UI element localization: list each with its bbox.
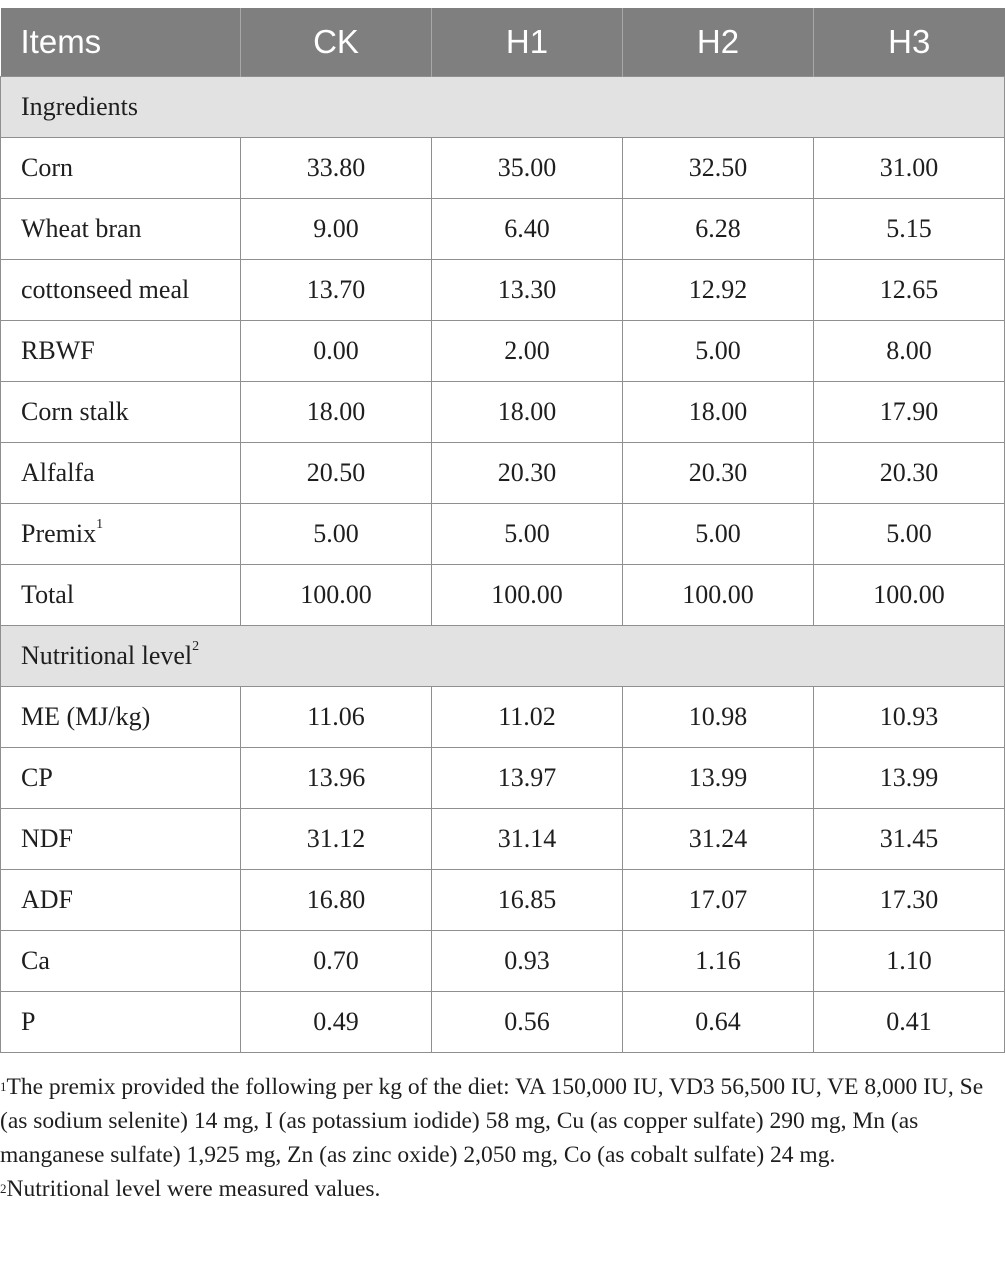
cell-ck: 18.00 [241, 382, 432, 443]
cell-h3: 8.00 [814, 321, 1005, 382]
row-label-cell [1, 443, 241, 504]
row-label: Premix [21, 519, 97, 548]
cell-h2: 32.50 [623, 138, 814, 199]
cell-h3: 20.30 [814, 443, 1005, 504]
table-footnotes [0, 1070, 990, 1206]
section-row-ingredients [1, 77, 1005, 138]
row-label-cell [1, 809, 241, 870]
cell-h3: 100.00 [814, 565, 1005, 626]
row-label-cell [1, 321, 241, 382]
cell-h1: 20.30 [432, 443, 623, 504]
cell-h3: 10.93 [814, 687, 1005, 748]
footnote-ref-2: 2 [192, 639, 200, 654]
header-row [1, 8, 1005, 77]
cell-ck: 13.96 [241, 748, 432, 809]
cell-h3: 31.00 [814, 138, 1005, 199]
cell-h2: 100.00 [623, 565, 814, 626]
table-row [1, 565, 1005, 626]
cell-h2: 0.64 [623, 992, 814, 1053]
cell-h3: 31.45 [814, 809, 1005, 870]
cell-h2: 10.98 [623, 687, 814, 748]
cell-h2: 6.28 [623, 199, 814, 260]
cell-ck: 16.80 [241, 870, 432, 931]
table-row [1, 748, 1005, 809]
row-label-cell [1, 870, 241, 931]
cell-h1: 11.02 [432, 687, 623, 748]
cell-ck: 13.70 [241, 260, 432, 321]
cell-ck: 0.00 [241, 321, 432, 382]
row-label-cell [1, 992, 241, 1053]
row-label: Ca [21, 946, 50, 975]
row-label: Alfalfa [21, 458, 95, 487]
table-row [1, 809, 1005, 870]
row-label: CP [21, 763, 53, 792]
table-row [1, 382, 1005, 443]
row-label: Corn [21, 153, 73, 182]
cell-ck: 20.50 [241, 443, 432, 504]
cell-h1: 0.93 [432, 931, 623, 992]
row-label: Total [21, 580, 75, 609]
cell-h1: 16.85 [432, 870, 623, 931]
row-label: P [21, 1007, 36, 1036]
cell-ck: 100.00 [241, 565, 432, 626]
table-row [1, 504, 1005, 565]
cell-h1: 0.56 [432, 992, 623, 1053]
header-h3: H3 [814, 8, 1005, 77]
header-h2: H2 [623, 8, 814, 77]
cell-h2: 13.99 [623, 748, 814, 809]
row-label-cell [1, 260, 241, 321]
cell-h1: 100.00 [432, 565, 623, 626]
section-title-text: Ingredients [21, 92, 138, 121]
section-title-text: Nutritional level [21, 641, 193, 670]
cell-h1: 6.40 [432, 199, 623, 260]
section-title-nutrition [1, 626, 1005, 687]
row-label-cell [1, 138, 241, 199]
table-row [1, 138, 1005, 199]
section-row-nutrition [1, 626, 1005, 687]
cell-ck: 31.12 [241, 809, 432, 870]
cell-h1: 5.00 [432, 504, 623, 565]
cell-ck: 0.70 [241, 931, 432, 992]
cell-h2: 12.92 [623, 260, 814, 321]
cell-ck: 11.06 [241, 687, 432, 748]
table-row [1, 870, 1005, 931]
table-row [1, 443, 1005, 504]
cell-h1: 2.00 [432, 321, 623, 382]
cell-ck: 5.00 [241, 504, 432, 565]
table-row [1, 321, 1005, 382]
cell-h1: 31.14 [432, 809, 623, 870]
cell-h1: 13.30 [432, 260, 623, 321]
row-label-cell [1, 931, 241, 992]
diet-composition-table [0, 8, 1005, 1053]
table-row [1, 992, 1005, 1053]
cell-h1: 18.00 [432, 382, 623, 443]
cell-h1: 35.00 [432, 138, 623, 199]
cell-h3: 17.90 [814, 382, 1005, 443]
cell-h2: 17.07 [623, 870, 814, 931]
row-label: cottonseed meal [21, 275, 190, 304]
row-label-cell [1, 748, 241, 809]
cell-h3: 5.15 [814, 199, 1005, 260]
table-body [1, 77, 1005, 1053]
cell-ck: 0.49 [241, 992, 432, 1053]
cell-h2: 31.24 [623, 809, 814, 870]
row-label-cell [1, 382, 241, 443]
table-row [1, 199, 1005, 260]
cell-h2: 1.16 [623, 931, 814, 992]
cell-h1: 13.97 [432, 748, 623, 809]
cell-h3: 1.10 [814, 931, 1005, 992]
table-row [1, 260, 1005, 321]
footnote-2 [0, 1172, 990, 1206]
row-label: Corn stalk [21, 397, 129, 426]
row-label: RBWF [21, 336, 95, 365]
header-items: Items [1, 8, 241, 77]
row-label-cell [1, 199, 241, 260]
footnote-ref-1: 1 [96, 517, 104, 532]
section-title-ingredients [1, 77, 1005, 138]
row-label: NDF [21, 824, 74, 853]
cell-h3: 12.65 [814, 260, 1005, 321]
cell-h2: 18.00 [623, 382, 814, 443]
table-row [1, 687, 1005, 748]
cell-ck: 33.80 [241, 138, 432, 199]
header-ck: CK [241, 8, 432, 77]
footnote-text-2: Nutritional level were measured values. [6, 1176, 381, 1202]
cell-ck: 9.00 [241, 199, 432, 260]
row-label-cell [1, 504, 241, 565]
row-label-cell [1, 687, 241, 748]
table-header [1, 8, 1005, 77]
cell-h2: 20.30 [623, 443, 814, 504]
footnote-marker-2: 2 [0, 1181, 7, 1196]
cell-h2: 5.00 [623, 321, 814, 382]
footnote-text-1: The premix provided the following per kg of the diet: VA 150,000 IU, VD3 56,500 IU, VE 8,000 IU, Se (as sodium selenite) 14 mg, I (as potassium iodide) 58 mg, Cu (as copper sulfate) 290 mg, Mn (as manganese sulfate) 1,925 mg, Zn (as zinc oxide) 2,050 mg, Co (as cobalt sulfate) 24 mg. [0, 1074, 984, 1168]
row-label: Wheat bran [21, 214, 142, 243]
cell-h3: 0.41 [814, 992, 1005, 1053]
cell-h2: 5.00 [623, 504, 814, 565]
cell-h3: 5.00 [814, 504, 1005, 565]
row-label: ADF [21, 885, 74, 914]
cell-h3: 17.30 [814, 870, 1005, 931]
footnote-1 [0, 1070, 990, 1172]
table-row [1, 931, 1005, 992]
row-label: ME (MJ/kg) [21, 702, 151, 731]
row-label-cell [1, 565, 241, 626]
footnote-marker-1: 1 [0, 1079, 7, 1094]
header-h1: H1 [432, 8, 623, 77]
cell-h3: 13.99 [814, 748, 1005, 809]
